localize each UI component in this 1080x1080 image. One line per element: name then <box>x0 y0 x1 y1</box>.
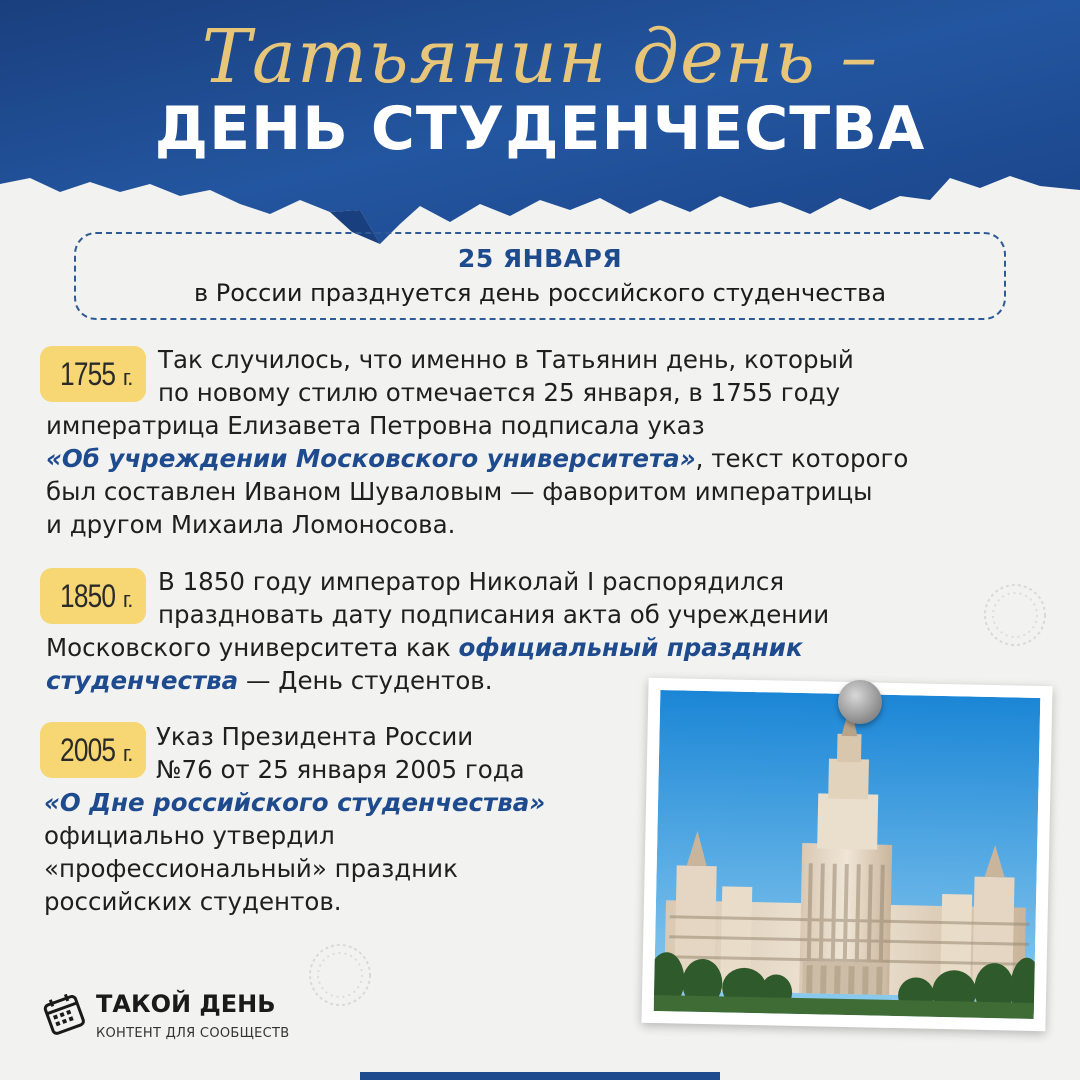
fact-line: был составлен Иваном Шуваловым — фаворитом императрицы <box>46 477 873 506</box>
fact-line: официально утвердил <box>44 821 335 850</box>
decree-title-highlight: «Об учреждении Московского университета» <box>46 444 696 473</box>
pushpin-icon <box>838 680 882 724</box>
year-suffix: г. <box>122 587 133 612</box>
fact-line: Указ Президента России <box>156 722 474 751</box>
calendar-icon <box>40 990 88 1038</box>
official-holiday-highlight: официальный праздник <box>458 633 803 662</box>
date-description: в России празднуется день российского студенчества <box>193 279 887 307</box>
fact-1850-text <box>46 565 829 697</box>
script-title: Татьянин день – <box>201 14 879 100</box>
fact-text: Московского университета как <box>46 633 459 662</box>
decor-circle-right <box>980 580 1050 650</box>
fact-text: — День студентов. <box>238 666 493 695</box>
fact-line: «профессиональный» праздник <box>44 854 458 883</box>
year-value: 1850 <box>59 577 115 614</box>
official-holiday-highlight-cont: студенчества <box>46 666 239 695</box>
year-suffix: г. <box>122 365 133 390</box>
year-suffix: г. <box>122 741 133 766</box>
fact-line: по новому стилю отмечается 25 января, в 1755 году <box>158 378 841 407</box>
msu-building-illustration <box>654 690 1041 1019</box>
bottom-accent-bar <box>360 1072 720 1080</box>
fact-line: В 1850 году император Николай I распорядился <box>158 567 785 596</box>
fact-line: и другом Михаила Ломоносова. <box>46 510 456 539</box>
year-value: 1755 <box>59 355 115 392</box>
decree-name-highlight: «О Дне российского студенчества» <box>44 788 546 817</box>
brand-name: ТАКОЙ ДЕНЬ <box>96 990 276 1018</box>
main-title: ДЕНЬ СТУДЕНЧЕСТВА <box>154 94 926 164</box>
fact-line <box>46 442 908 475</box>
date-title: 25 ЯНВАРЯ <box>457 244 623 273</box>
fact-line <box>44 786 545 819</box>
fact-line: императрица Елизавета Петровна подписала указ <box>46 411 705 440</box>
fact-line: российских студентов. <box>44 887 342 916</box>
fact-text: , текст которого <box>695 444 909 473</box>
decor-circle-mid <box>305 940 375 1010</box>
year-value: 2005 <box>59 731 115 768</box>
brand-tagline: КОНТЕНТ ДЛЯ СООБЩЕСТВ <box>96 1026 290 1041</box>
msu-building-photo <box>641 678 1052 1031</box>
fact-line <box>46 631 829 664</box>
fact-line: праздновать дату подписания акта об учреждении <box>158 600 830 629</box>
fact-line: Так случилось, что именно в Татьянин день, который <box>158 345 854 374</box>
fact-1755-text <box>46 343 908 541</box>
fact-2005-text <box>44 720 545 918</box>
fact-line: №76 от 25 января 2005 года <box>156 755 525 784</box>
